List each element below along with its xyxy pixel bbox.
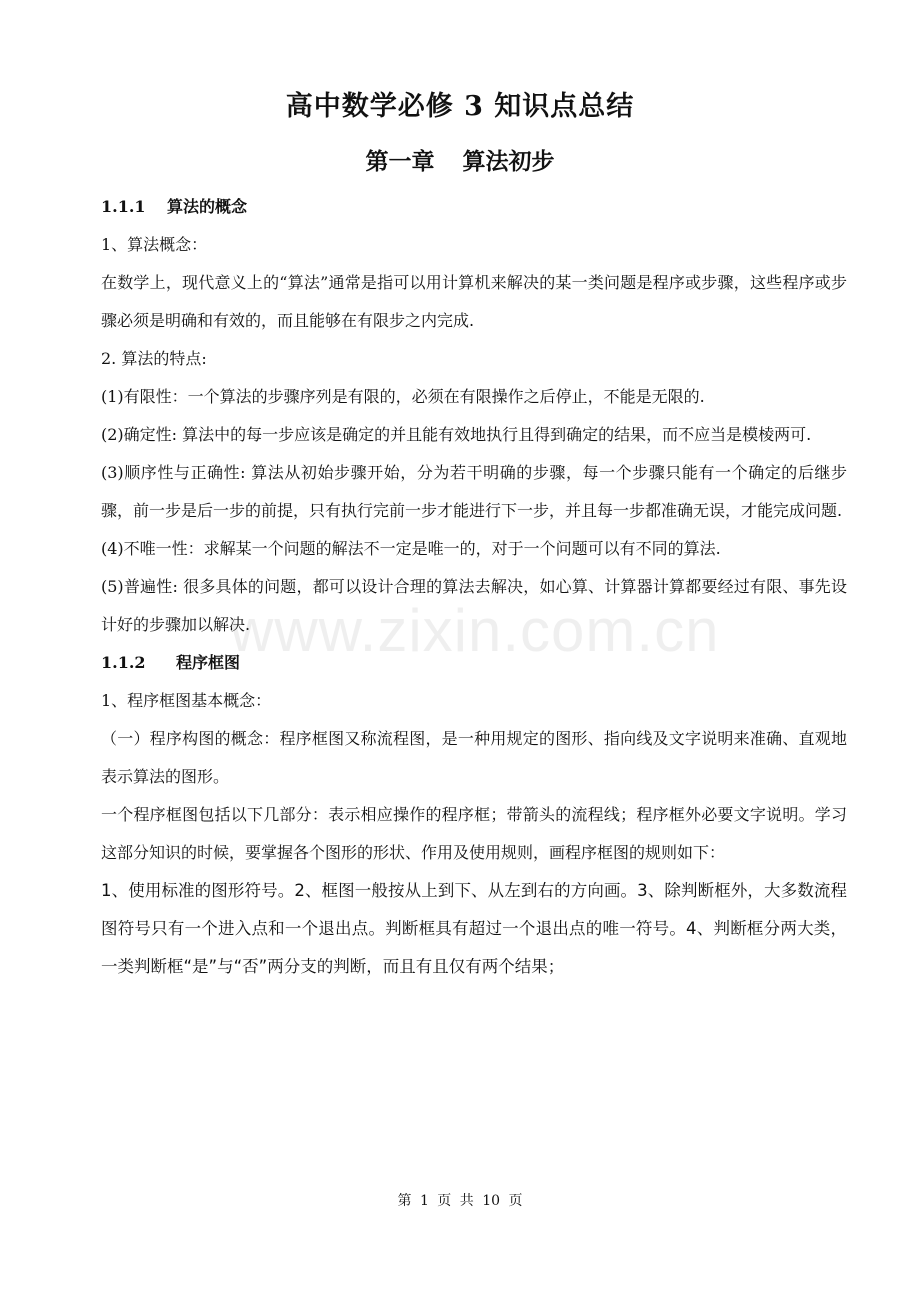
paragraph: 1、使用标准的图形符号。2、框图一般按从上到下、从左到右的方向画。3、除判断框外，大多数流程图符号只有一个进入点和一个退出点。判断框具有超过一个退出点的唯一符号。4、判断框分两大类，一类判断框“是”与“否”两分支的判断，而且有且仅有两个结果；	[101, 881, 847, 976]
paragraph: （一）程序构图的概念：程序框图又称流程图，是一种用规定的图形、指向线及文字说明来准确、直观地表示算法的图形。	[101, 729, 847, 786]
section-title: 算法的概念	[167, 197, 248, 216]
paragraph: 2. 算法的特点:	[101, 349, 207, 368]
document-title: 高中数学必修 3 知识点总结	[285, 91, 635, 122]
paragraph: 在数学上，现代意义上的“算法”通常是指可以用计算机来解决的某一类问题是程序或步骤，这些程序或步骤必须是明确和有效的，而且能够在有限步之内完成.	[101, 273, 847, 330]
paragraph: (5)普遍性: 很多具体的问题，都可以设计合理的算法去解决，如心算、计算器计算都要经过有限、事先设计好的步骤加以解决.	[101, 577, 847, 634]
paragraph: (1)有限性：一个算法的步骤序列是有限的，必须在有限操作之后停止，不能是无限的.	[101, 387, 705, 406]
chapter-title: 算法初步	[462, 148, 555, 175]
paragraph: (4)不唯一性：求解某一个问题的解法不一定是唯一的，对于一个问题可以有不同的算法.	[101, 539, 721, 558]
chapter-number: 第一章	[365, 148, 435, 175]
section-number: 1.1.1	[101, 197, 146, 216]
page-footer: 第 1 页 共 10 页	[397, 1193, 523, 1209]
watermark: www.zixin.com.cn	[230, 597, 720, 664]
paragraph: 1、算法概念：	[101, 235, 208, 254]
chapter-heading	[0, 143, 920, 176]
paragraph: 一个程序框图包括以下几部分：表示相应操作的程序框；带箭头的流程线；程序框外必要文字说明。学习这部分知识的时候，要掌握各个图形的形状、作用及使用规则，画程序框图的规则如下：	[101, 805, 847, 862]
paragraph: (3)顺序性与正确性: 算法从初始步骤开始，分为若干明确的步骤，每一个步骤只能有一个确定的后继步骤，前一步是后一步的前提，只有执行完前一步才能进行下一步，并且每一步都准确无误，才能完成问题.	[101, 463, 847, 520]
section-number: 1.1.2	[101, 653, 146, 672]
section-heading-1-1-2	[101, 644, 847, 682]
section-heading-1-1-1	[101, 188, 847, 226]
paragraph: 1、程序框图基本概念：	[101, 691, 272, 710]
paragraph: (2)确定性: 算法中的每一步应该是确定的并且能有效地执行且得到确定的结果，而不应当是模棱两可.	[101, 425, 812, 444]
document-body	[101, 188, 847, 986]
section-title: 程序框图	[176, 653, 241, 672]
